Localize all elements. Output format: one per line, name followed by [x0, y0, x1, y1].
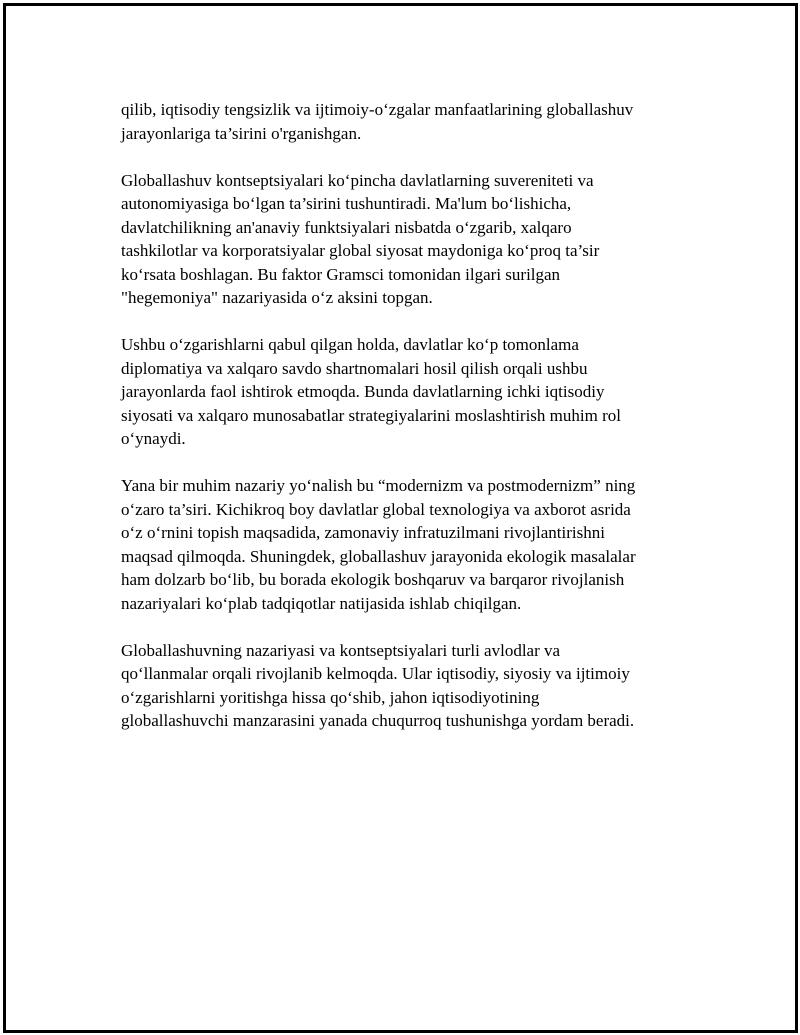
text-line: "hegemoniya" nazariyasida o‘z aksini topgan. [121, 288, 433, 307]
paragraph-4 [121, 474, 686, 615]
document-body [121, 98, 686, 756]
text-line: o‘zgarishlarni yoritishga hissa qo‘shib, jahon iqtisodiyotining [121, 687, 540, 707]
text-line: o‘ynaydi. [121, 429, 186, 448]
text-line: o‘z o‘rnini topish maqsadida, zamonaviy infratuzilmani rivojlantirishni [121, 523, 605, 542]
text-line: Globallashuvning nazariyasi va kontseptsiyalari turli avlodlar va [121, 640, 561, 660]
text-line: nazariyalari ko‘plab tadqiqotlar natijasida ishlab chiqilgan. [121, 593, 522, 613]
paragraph-5 [121, 639, 686, 733]
text-line: Yana bir muhim nazariy yo‘nalish bu “modernizm va postmodernizm” ning [121, 476, 636, 495]
text-line: siyosati va xalqaro munosabatlar strategiyalarini moslashtirish muhim rol [121, 405, 621, 425]
text-line: ko‘rsata boshlagan. Bu faktor Gramsci tomonidan ilgari surilgan [121, 264, 561, 284]
text-line: davlatchilikning an'anaviy funktsiyalari nisbatda o‘zgarib, xalqaro [121, 217, 572, 237]
text-line: diplomatiya va xalqaro savdo shartnomalari hosil qilish orqali ushbu [121, 358, 588, 378]
text-line: ham dolzarb bo‘lib, bu borada ekologik boshqaruv va barqaror rivojlanish [121, 570, 625, 589]
paragraph-2 [121, 169, 686, 310]
text-line: Ushbu o‘zgarishlarni qabul qilgan holda, davlatlar ko‘p tomonlama [121, 335, 579, 354]
document-page [3, 3, 798, 1033]
text-line: globallashuvchi manzarasini yanada chuqurroq tushunishga yordam beradi. [121, 711, 635, 730]
text-line: qo‘llanmalar orqali rivojlanib kelmoqda. Ular iqtisodiy, siyosiy va ijtimoiy [121, 664, 630, 683]
paragraph-1 [121, 98, 686, 145]
text-line: Globallashuv kontseptsiyalari ko‘pincha davlatlarning suvereniteti va [121, 170, 594, 190]
text-line: jarayonlariga ta’sirini o'rganishgan. [121, 123, 362, 143]
paragraph-3 [121, 333, 686, 451]
text-line: autonomiyasiga bo‘lgan ta’sirini tushuntiradi. Ma'lum bo‘lishicha, [121, 194, 572, 213]
text-line: qilib, iqtisodiy tengsizlik va ijtimoiy-o‘zgalar manfaatlarining globallashuv [121, 100, 634, 119]
text-line: tashkilotlar va korporatsiyalar global siyosat maydoniga ko‘proq ta’sir [121, 241, 600, 260]
text-line: maqsad qilmoqda. Shuningdek, globallashuv jarayonida ekologik masalalar [121, 546, 636, 566]
text-line: o‘zaro ta’siri. Kichikroq boy davlatlar global texnologiya va axborot asrida [121, 499, 631, 519]
text-line: jarayonlarda faol ishtirok etmoqda. Bunda davlatlarning ichki iqtisodiy [121, 382, 605, 401]
